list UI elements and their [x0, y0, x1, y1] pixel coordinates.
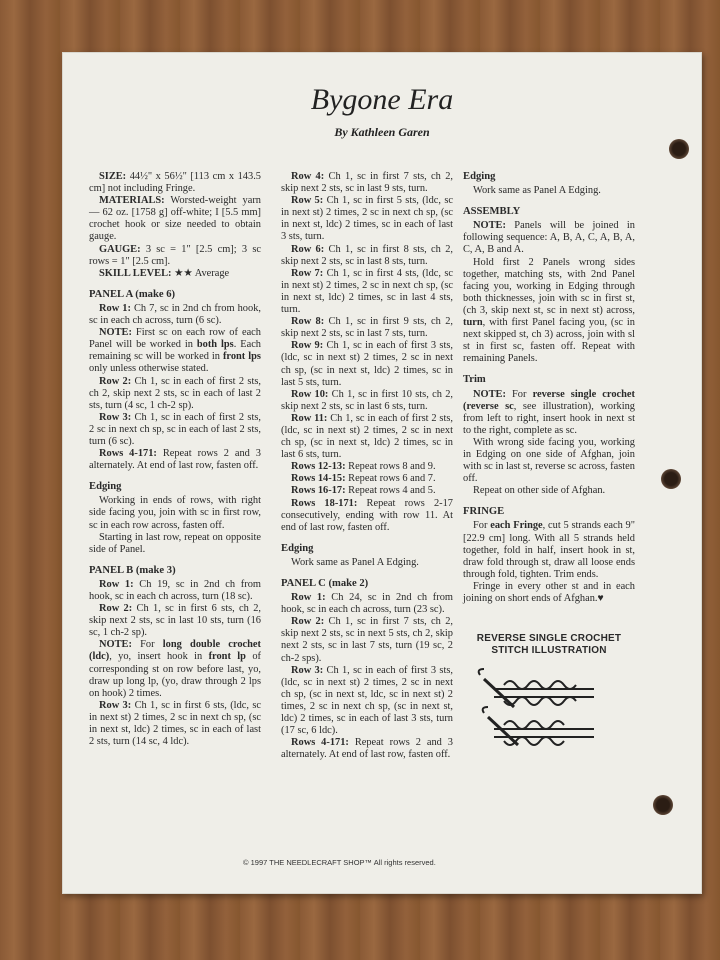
fringe-heading: FRINGE — [463, 506, 505, 518]
panel-b-row-1: Row 1: Ch 19, sc in 2nd ch from hook, sc in each ch across, turn (18 sc). — [89, 578, 261, 602]
assembly-instructions: Hold first 2 Panels wrong sides together, matching sts, with 2nd Panel facing you, working in Edging through both thicknesses, join with sc in first st, (ch 3, skip next st, sc in next st) across, turn, with first Panel facing you, (sc in next skipped st, ch 3) across, join with sl st in first sc, fasten off. Repeat with remaining Panels. — [463, 256, 635, 365]
panel-b-row-9: Row 9: Ch 1, sc in each of first 3 sts, (ldc, sc in next st) 2 times, 2 sc in next ch sp, (sc in next st, ldc) 2 times, sc in last 5 sts, turn. — [281, 340, 453, 388]
column-3 — [463, 171, 635, 749]
size-spec: SIZE: 44½" x 56½" [113 cm x 143.5 cm] not including Fringe. — [89, 171, 261, 195]
materials-spec: MATERIALS: Worsted-weight yarn — 62 oz. [1758 g] off-white; I [5.5 mm] crochet hook or size needed to obtain gauge. — [89, 195, 261, 243]
panel-b-row-6: Row 6: Ch 1, sc in first 8 sts, ch 2, skip next 2 sts, sc in last 8 sts, turn. — [281, 243, 453, 267]
panel-b-note: NOTE: For long double crochet (ldc), yo, insert hook in front lp of corresponding st on row before last, yo, draw up long lp, (yo, draw through 2 lps on hook) 2 times. — [89, 639, 261, 699]
panel-c-row-1: Row 1: Ch 24, sc in 2nd ch from hook, sc in each ch across, turn (23 sc). — [281, 592, 453, 616]
fringe-instructions: For each Fringe, cut 5 strands each 9" [22.9 cm] long. With all 5 strands held together, fold in half, insert hook in st, draw fold through st, draw all loose ends through fold, tighten. Trim ends. — [463, 520, 635, 580]
column-1 — [89, 171, 261, 748]
panel-b-rows-14-15: Rows 14-15: Repeat rows 6 and 7. — [291, 473, 436, 485]
binder-hole-bottom — [653, 795, 673, 815]
panel-b-row-11: Row 11: Ch 1, sc in each of first 2 sts, (ldc, sc in next st) 2 times, 2 sc in next ch sp, (sc in next st, ldc) 2 times, sc in last 6 sts, turn. — [281, 412, 454, 461]
assembly-note: NOTE: Panels will be joined in following sequence: A, B, A, C, A, B, A, C, A, B and A. — [463, 220, 635, 256]
trim-repeat: Repeat on other side of Afghan. — [473, 485, 606, 497]
assembly-heading: ASSEMBLY — [463, 206, 521, 218]
trim-heading: Trim — [463, 374, 486, 386]
panel-b-edging-heading: Edging — [281, 542, 314, 554]
panel-b-row-3: Row 3: Ch 1, sc in first 6 sts, (ldc, sc in next st) 2 times, 2 sc in next ch sp, (sc in next st, ldc) 2 times, sc in each of last 2 sts, turn (14 sc, 4 ldc). — [89, 699, 261, 748]
skill-level: SKILL LEVEL: ★★ Average — [99, 267, 230, 279]
pattern-title: Bygone Era — [310, 83, 454, 116]
panel-a-rows-4-171: Rows 4-171: Repeat rows 2 and 3 alternately. At end of last row, fasten off. — [89, 448, 262, 472]
binder-hole-top — [669, 139, 689, 159]
binder-hole-middle — [661, 469, 681, 489]
panel-a-row-2: Row 2: Ch 1, sc in each of first 2 sts, ch 2, skip next 2 sts, sc in each of last 2 sts, turn (4 sc, 1 ch-2 sp). — [89, 375, 261, 411]
panel-c-rows-4-171: Rows 4-171: Repeat rows 2 and 3 alternately. At end of last row, fasten off. — [281, 737, 454, 761]
panel-b-edging-text: Work same as Panel A Edging. — [291, 556, 419, 568]
panel-c-edging-text: Work same as Panel A Edging. — [473, 185, 601, 197]
panel-b-row-2: Row 2: Ch 1, sc in first 6 sts, ch 2, skip next 2 sts, sc in last 10 sts, turn (16 sc, 1 ch-2 sp). — [89, 603, 261, 639]
reverse-sc-illustration — [474, 667, 624, 749]
column-2 — [281, 171, 453, 761]
illustration-title: REVERSE SINGLE CROCHET STITCH ILLUSTRATION — [476, 633, 622, 657]
trim-note: NOTE: For reverse single crochet (reverse sc, see illustration), working from left to right, insert hook in next st to the right, complete as sc. — [463, 388, 635, 436]
panel-b-row-7: Row 7: Ch 1, sc in first 4 sts, (ldc, sc in next st) 2 times, 2 sc in next ch sp, (sc in next st, ldc) 2 times, sc in last 4 sts, turn. — [281, 267, 453, 316]
panel-c-edging-heading: Edging — [463, 171, 496, 182]
panel-a-edging-text-2: Starting in last row, repeat on opposite side of Panel. — [89, 531, 261, 555]
copyright-footer: © 1997 THE NEEDLECRAFT SHOP™ All rights reserved. — [243, 858, 436, 867]
panel-a-edging-heading: Edging — [89, 481, 122, 493]
panel-a-row-1: Row 1: Ch 7, sc in 2nd ch from hook, sc in each ch across, turn (6 sc). — [89, 302, 261, 327]
gauge-spec: GAUGE: 3 sc = 1" [2.5 cm]; 3 sc rows = 1" [2.5 cm]. — [89, 243, 261, 267]
panel-b-row-8: Row 8: Ch 1, sc in first 9 sts, ch 2, skip next 2 sts, sc in last 7 sts, turn. — [281, 316, 453, 340]
panel-a-heading: PANEL A (make 6) — [89, 288, 176, 300]
panel-b-row-4: Row 4: Ch 1, sc in first 7 sts, ch 2, skip next 2 sts, sc in last 9 sts, turn. — [281, 171, 453, 195]
panel-b-row-5: Row 5: Ch 1, sc in first 5 sts, (ldc, sc in next st) 2 times, 2 sc in next ch sp, (sc in next st, ldc) 2 times, sc in each of last 3 sts, turn. — [281, 195, 453, 243]
panel-a-edging-text: Working in ends of rows, with right side facing you, join with sc in first row, sc in each row across, fasten off. — [89, 495, 261, 531]
trim-instructions: With wrong side facing you, working in Edging on one side of Afghan, join with sc in last st, reverse sc across, fasten off. — [463, 436, 635, 485]
panel-c-row-3: Row 3: Ch 1, sc in each of first 3 sts, (ldc, sc in next st) 2 times, 2 sc in next ch sp, (sc in next st, ldc, sc in next st) 2 times, 2 sc in next ch sp, (sc in next st, ldc) 2 times, sc in each of last 3 sts, turn (17 sc, 6 ldc). — [281, 664, 453, 737]
panel-b-heading: PANEL B (make 3) — [89, 564, 176, 576]
panel-c-row-2: Row 2: Ch 1, sc in first 7 sts, ch 2, skip next 2 sts, sc in next 5 sts, ch 2, skip next 2 sts, sc in last 7 sts, turn (19 sc, 2 ch-2 sps). — [281, 616, 453, 664]
panel-b-rows-12-13: Rows 12-13: Repeat rows 8 and 9. — [291, 461, 436, 473]
panel-b-rows-16-17: Rows 16-17: Repeat rows 4 and 5. — [291, 485, 436, 497]
panel-b-row-10: Row 10: Ch 1, sc in first 10 sts, ch 2, skip next 2 sts, sc in last 6 sts, turn. — [281, 388, 453, 412]
pattern-sheet — [62, 52, 702, 894]
pattern-byline: By Kathleen Garen — [334, 125, 430, 139]
panel-a-note: NOTE: First sc on each row of each Panel will be worked in both lps. Each remaining sc will be worked in front lps only unless otherwise stated. — [89, 327, 261, 375]
panel-b-rows-18-171: Rows 18-171: Repeat rows 2-17 consecutively, ending with row 11. At end of last row, fasten off. — [281, 497, 454, 533]
fringe-placement: Fringe in every other st and in each joining on short ends of Afghan.♥ — [463, 580, 635, 604]
panel-a-row-3: Row 3: Ch 1, sc in each of first 2 sts, 2 sc in next ch sp, sc in each of last 2 sts, turn (6 sc). — [89, 411, 261, 447]
panel-c-heading: PANEL C (make 2) — [281, 578, 369, 589]
